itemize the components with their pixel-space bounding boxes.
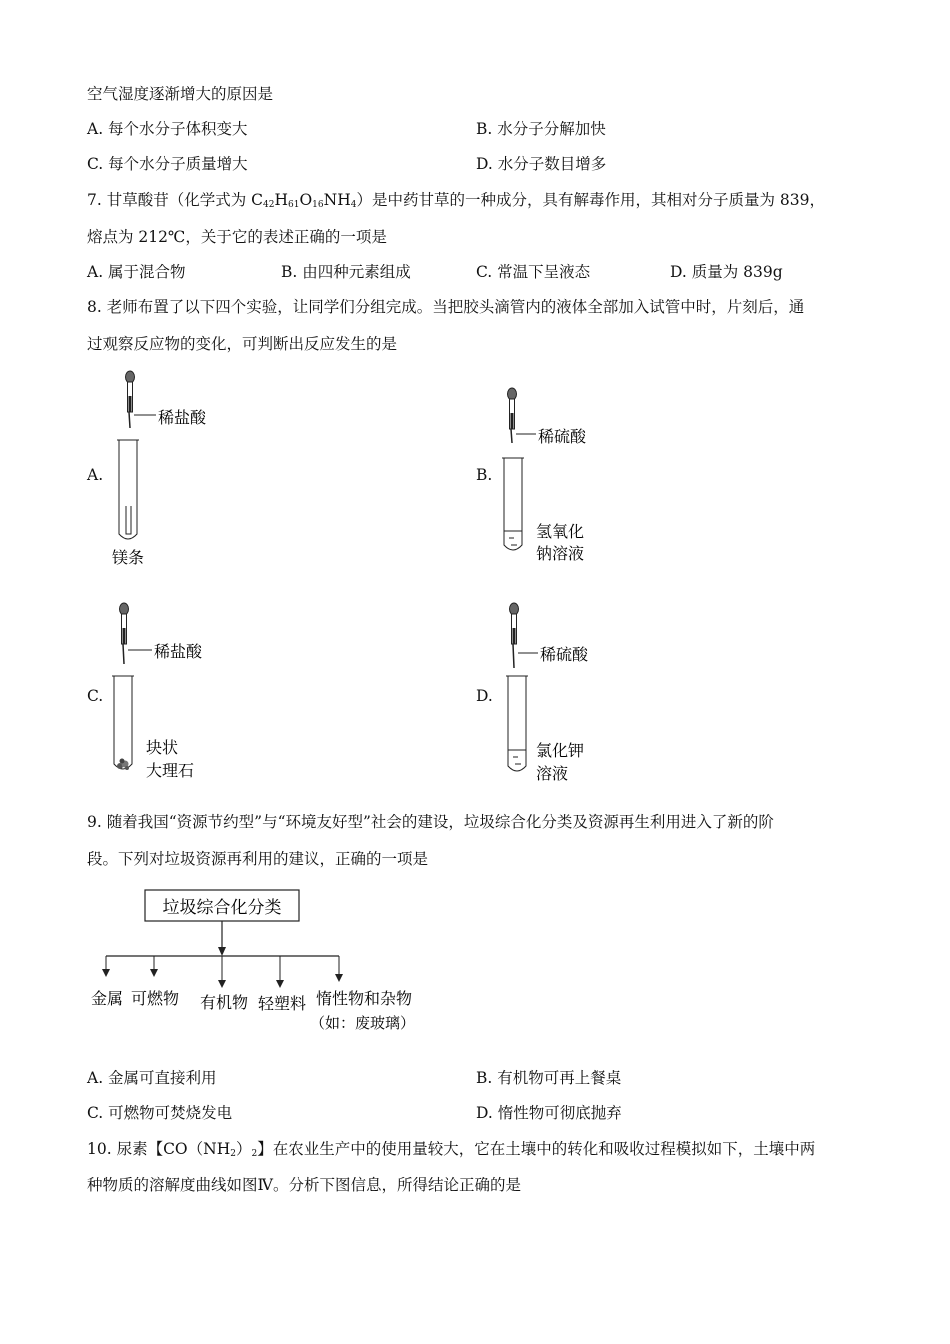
q7-option-a: A. 属于混合物 — [87, 263, 186, 281]
diagram-node-metal: 金属 — [91, 989, 124, 1008]
q8-apparatus-b — [490, 385, 620, 570]
q9-option-d: D. 惰性物可彻底抛弃 — [476, 1104, 622, 1122]
diagram-node-light-plastic: 轻塑料 — [258, 994, 307, 1013]
q7-option-b: B. 由四种元素组成 — [281, 263, 411, 281]
q8-option-c-letter: C. — [87, 687, 104, 705]
q8-b-dropper-label: 稀硫酸 — [538, 427, 587, 446]
q8-b-tube-label1: 氢氧化 — [536, 522, 585, 541]
q8-apparatus-d — [490, 600, 620, 785]
q8-stem-line1: 8. 老师布置了以下四个实验，让同学们分组完成。当把胶头滴管内的液体全部加入试管中时，片刻后，通 — [87, 298, 805, 316]
q9-option-b: B. 有机物可再上餐桌 — [476, 1069, 622, 1087]
diagram-node-inert-note: （如：废玻璃） — [310, 1014, 416, 1032]
q9-classification-diagram — [86, 885, 436, 1040]
q8-option-d-letter: D. — [476, 687, 493, 705]
q8-a-tube-label: 镁条 — [112, 548, 145, 567]
q8-a-dropper-label: 稀盐酸 — [158, 408, 207, 427]
q8-d-tube-label1: 氯化钾 — [536, 741, 585, 760]
diagram-root: 垃圾综合化分类 — [162, 898, 282, 918]
q9-option-a: A. 金属可直接利用 — [87, 1069, 217, 1087]
diagram-node-inert: 惰性物和杂物 — [316, 989, 413, 1008]
q8-c-tube-label1: 块状 — [146, 738, 179, 757]
q7-option-d: D. 质量为 839g — [670, 263, 783, 281]
q6-option-c: C. 每个水分子质量增大 — [87, 155, 248, 173]
q8-apparatus-c — [100, 600, 220, 785]
q10-stem-line2: 种物质的溶解度曲线如图Ⅳ。分析下图信息，所得结论正确的是 — [87, 1176, 521, 1194]
diagram-node-combustible: 可燃物 — [131, 989, 180, 1008]
q7-stem-line1: 7. 甘草酸苷（化学式为 $C_{42}H_{61}O_{16}NH_4$）是中药甘草的一种成分，具有解毒作用，其相对分子质量为 839， — [87, 191, 825, 210]
q6-option-b: B. 水分子分解加快 — [476, 120, 606, 138]
q6-stem: 空气湿度逐渐增大的原因是 — [87, 85, 274, 103]
q8-d-dropper-label: 稀硫酸 — [540, 645, 589, 664]
q10-stem-line1: 10. 尿素【$CO(NH_2)_2$】在农业生产中的使用量较大，它在土壤中的转化和吸收过程模拟如下，土壤中两 — [87, 1140, 816, 1159]
q7-option-c: C. 常温下呈液态 — [476, 263, 591, 281]
diagram-node-organic: 有机物 — [200, 993, 249, 1012]
q8-c-tube-label2: 大理石 — [146, 761, 195, 780]
q8-b-tube-label2: 钠溶液 — [536, 544, 585, 563]
q7-stem-line2: 熔点为 212℃，关于它的表述正确的一项是 — [87, 228, 387, 246]
q9-stem-line2: 段。下列对垃圾资源再利用的建议，正确的一项是 — [87, 850, 429, 868]
q9-stem-line1: 9. 随着我国“资源节约型”与“环境友好型”社会的建设，垃圾综合化分类及资源再生利用进入了新的阶 — [87, 813, 774, 831]
q9-option-c: C. 可燃物可焚烧发电 — [87, 1104, 233, 1122]
q8-option-b-letter: B. — [476, 466, 493, 484]
q8-c-dropper-label: 稀盐酸 — [154, 642, 203, 661]
q8-stem-line2: 过观察反应物的变化，可判断出反应发生的是 — [87, 335, 398, 353]
q8-option-a-letter: A. — [87, 466, 104, 484]
q8-d-tube-label2: 溶液 — [536, 764, 569, 783]
q6-option-d: D. 水分子数目增多 — [476, 155, 607, 173]
q8-apparatus-a — [100, 368, 220, 573]
q6-option-a: A. 每个水分子体积变大 — [87, 120, 248, 138]
